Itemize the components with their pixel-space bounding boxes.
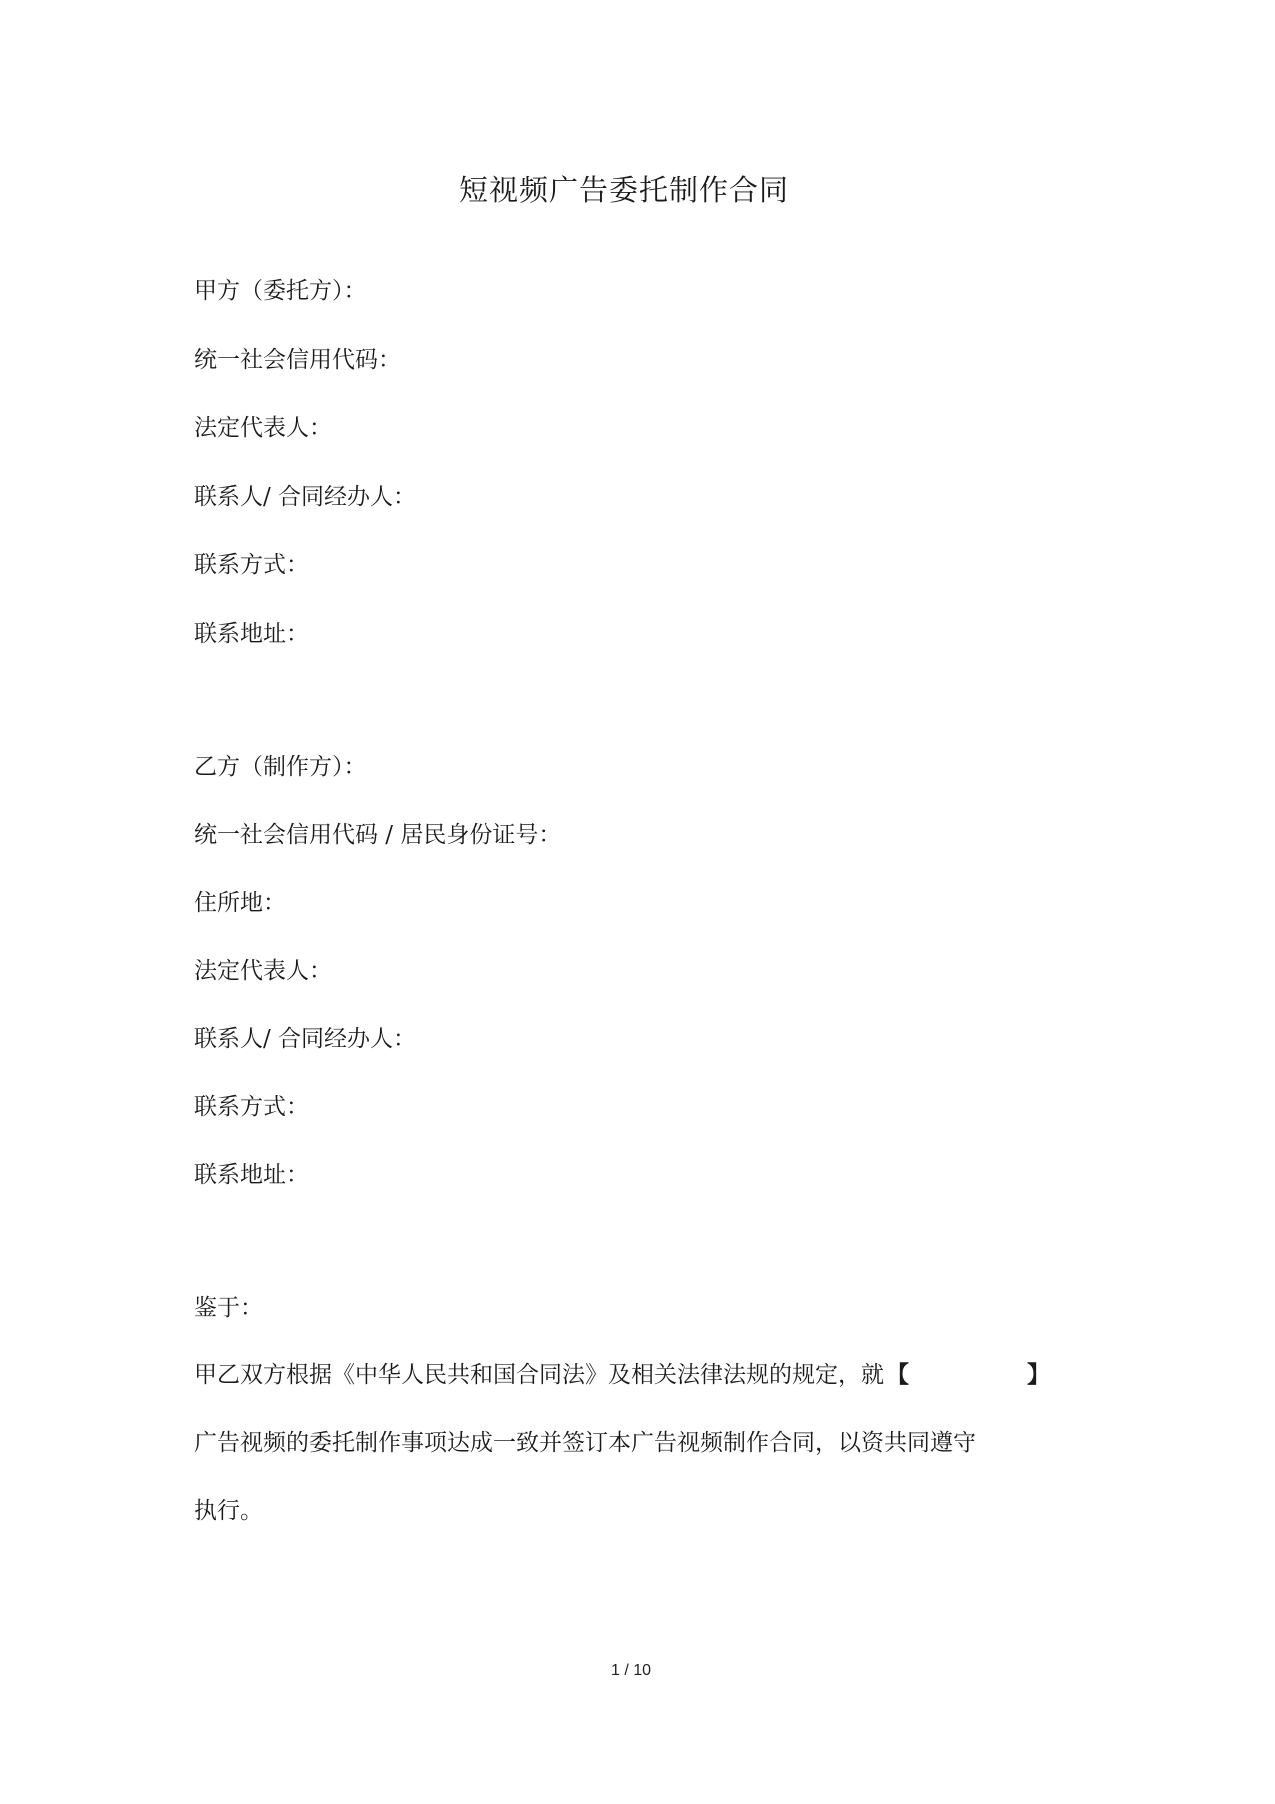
page-number: 1 / 10 <box>610 1662 652 1679</box>
party-b-contact-method: 联系方式： <box>194 1094 309 1120</box>
party-a-contact-person: 联系人/ 合同经办人： <box>194 484 417 510</box>
bracket-open: 【 <box>886 1361 909 1388</box>
whereas-heading: 鉴于： <box>194 1295 263 1321</box>
party-b-legal-rep: 法定代表人： <box>194 958 332 984</box>
party-b-domicile: 住所地： <box>194 890 286 916</box>
party-b-heading: 乙方（制作方）： <box>194 754 367 780</box>
whereas-paragraph-line-1 <box>194 1360 1050 1390</box>
party-a-legal-rep: 法定代表人： <box>194 415 332 441</box>
party-a-heading: 甲方（委托方）： <box>194 278 367 304</box>
document-title: 短视频广告委托制作合同 <box>458 173 789 207</box>
party-b-credit-or-id: 统一社会信用代码 / 居民身份证号： <box>194 822 562 848</box>
bracket-close: 】 <box>1027 1361 1050 1388</box>
party-b-address: 联系地址： <box>194 1162 309 1188</box>
whereas-paragraph-line-2: 广告视频的委托制作事项达成一致并签订本广告视频制作合同，以资共同遵守 <box>194 1430 976 1456</box>
party-b-contact-person: 联系人/ 合同经办人： <box>194 1026 417 1052</box>
party-a-credit-code: 统一社会信用代码： <box>194 347 401 373</box>
whereas-line-1-text: 甲乙双方根据《中华人民共和国合同法》及相关法律法规的规定，就 <box>194 1362 884 1388</box>
whereas-paragraph-line-3: 执行。 <box>194 1498 263 1524</box>
party-a-contact-method: 联系方式： <box>194 552 309 578</box>
party-a-address: 联系地址： <box>194 621 309 647</box>
